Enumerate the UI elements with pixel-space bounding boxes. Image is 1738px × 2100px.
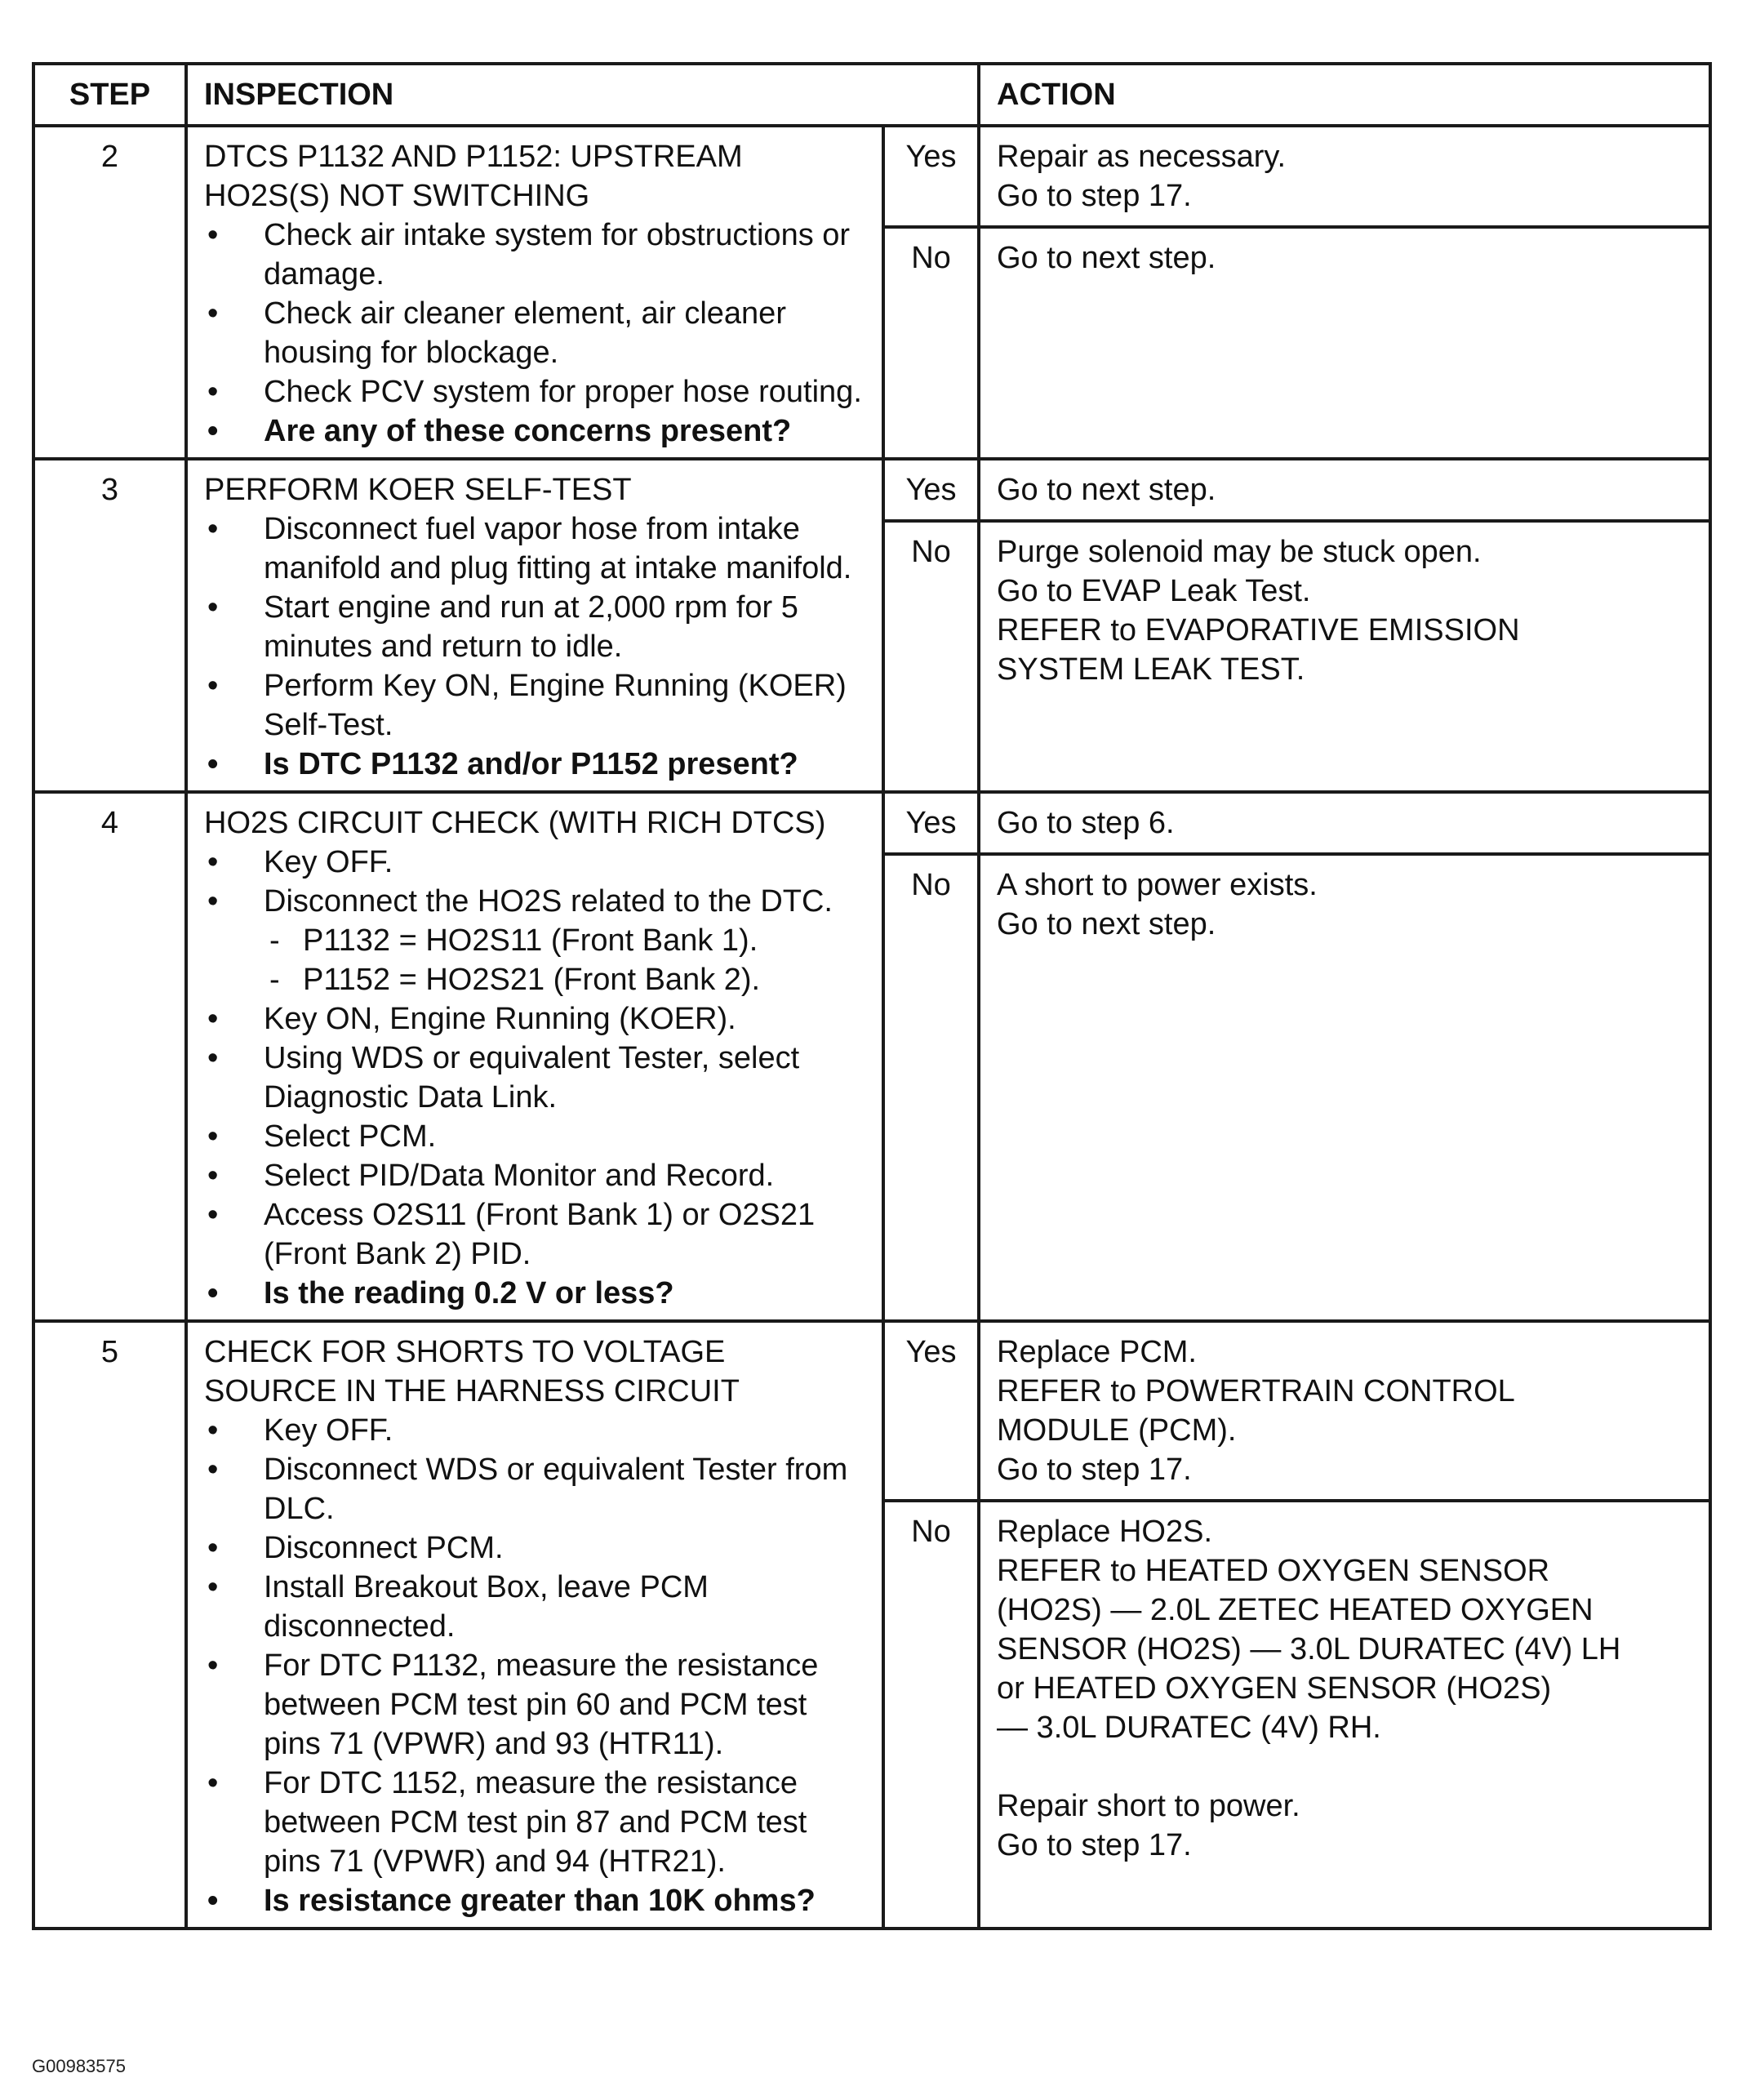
no-label: No: [883, 227, 979, 459]
yes-action: Replace PCM. REFER to POWERTRAIN CONTROL MODULE (PCM). Go to step 17.: [979, 1321, 1710, 1501]
inspection-cell: [186, 126, 883, 459]
no-action: Purge solenoid may be stuck open. Go to EVAP Leak Test. REFER to EVAPORATIVE EMISSION SYSTEM LEAK TEST.: [979, 521, 1710, 792]
sub-item: - P1152 = HO2S21 (Front Bank 2).: [204, 960, 869, 999]
inspection-title: PERFORM KOER SELF-TEST: [204, 473, 632, 507]
inspection-cell: [186, 1321, 883, 1929]
step-number: 3: [33, 459, 186, 792]
check-item: • Disconnect PCM.: [204, 1528, 869, 1568]
check-item: • Check air intake system for obstructions or damage.: [204, 216, 869, 294]
check-item: • Check air cleaner element, air cleaner housing for blockage.: [204, 294, 869, 372]
inspection-cell: [186, 792, 883, 1321]
yes-action: Repair as necessary. Go to step 17.: [979, 126, 1710, 227]
decision-question: • Are any of these concerns present?: [204, 412, 869, 451]
inspection-cell: [186, 459, 883, 792]
yes-label: Yes: [883, 126, 979, 227]
figure-id: G00983575: [32, 2056, 126, 2076]
decision-question: • Is resistance greater than 10K ohms?: [204, 1881, 869, 1920]
no-label: No: [883, 854, 979, 1321]
inspection-title: HO2S CIRCUIT CHECK (WITH RICH DTCS): [204, 806, 826, 840]
check-list: [204, 216, 869, 451]
check-item: • Check PCV system for proper hose routing.: [204, 372, 869, 412]
check-list: [204, 999, 869, 1313]
sub-item: - P1132 = HO2S11 (Front Bank 1).: [204, 921, 869, 960]
no-label: No: [883, 1501, 979, 1929]
inspection-title: DTCS P1132 AND P1152: UPSTREAM HO2S(S) NOT SWITCHING: [204, 140, 743, 213]
step-number: 4: [33, 792, 186, 1321]
step-number: 2: [33, 126, 186, 459]
table-header-row: [33, 64, 1710, 126]
inspection-column-header: INSPECTION: [186, 64, 979, 126]
no-action: Replace HO2S. REFER to HEATED OXYGEN SENSOR (HO2S) — 2.0L ZETEC HEATED OXYGEN SENSOR (HO2S) — 3.0L DURATEC (4V) LH or HEATED OXYGEN SENSOR (HO2S) — 3.0L DURATEC (4V) RH. Repair short to power. Go to step 17.: [979, 1501, 1710, 1929]
check-item: • Select PCM.: [204, 1117, 869, 1156]
no-action: A short to power exists. Go to next step.: [979, 854, 1710, 1321]
check-item: • Key ON, Engine Running (KOER).: [204, 999, 869, 1039]
check-item: • For DTC 1152, measure the resistance between PCM test pin 87 and PCM test pins 71 (VPWR) and 94 (HTR21).: [204, 1764, 869, 1881]
step-column-header: STEP: [33, 64, 186, 126]
check-item: • Access O2S11 (Front Bank 1) or O2S21 (Front Bank 2) PID.: [204, 1195, 869, 1274]
decision-question: • Is the reading 0.2 V or less?: [204, 1274, 869, 1313]
check-item: • Key OFF.: [204, 843, 869, 882]
yes-label: Yes: [883, 459, 979, 521]
no-label: No: [883, 521, 979, 792]
check-item: • Disconnect fuel vapor hose from intake manifold and plug fitting at intake manifold.: [204, 509, 869, 588]
check-item: • Install Breakout Box, leave PCM disconnected.: [204, 1568, 869, 1646]
check-list: [204, 843, 869, 921]
inspection-title: CHECK FOR SHORTS TO VOLTAGE SOURCE IN THE HARNESS CIRCUIT: [204, 1335, 740, 1408]
no-action: Go to next step.: [979, 227, 1710, 459]
step-number: 5: [33, 1321, 186, 1929]
check-item: • Disconnect WDS or equivalent Tester from DLC.: [204, 1450, 869, 1528]
check-item: • Start engine and run at 2,000 rpm for 5 minutes and return to idle.: [204, 588, 869, 666]
check-item: • Using WDS or equivalent Tester, select Diagnostic Data Link.: [204, 1039, 869, 1117]
decision-question: • Is DTC P1132 and/or P1152 present?: [204, 745, 869, 784]
check-item: • Disconnect the HO2S related to the DTC.: [204, 882, 869, 921]
table-row: [33, 1321, 1710, 1501]
check-item: • Select PID/Data Monitor and Record.: [204, 1156, 869, 1195]
yes-label: Yes: [883, 1321, 979, 1501]
table-row: [33, 792, 1710, 854]
sub-list: [204, 921, 869, 999]
table-row: [33, 459, 1710, 521]
check-list: [204, 509, 869, 784]
check-item: • For DTC P1132, measure the resistance between PCM test pin 60 and PCM test pins 71 (VPWR) and 93 (HTR11).: [204, 1646, 869, 1764]
yes-action: Go to next step.: [979, 459, 1710, 521]
check-item: • Key OFF.: [204, 1411, 869, 1450]
yes-action: Go to step 6.: [979, 792, 1710, 854]
check-list: [204, 1411, 869, 1920]
yes-label: Yes: [883, 792, 979, 854]
diagnostic-table: [32, 62, 1712, 1930]
check-item: • Perform Key ON, Engine Running (KOER) Self-Test.: [204, 666, 869, 745]
action-column-header: ACTION: [979, 64, 1710, 126]
table-row: [33, 126, 1710, 227]
